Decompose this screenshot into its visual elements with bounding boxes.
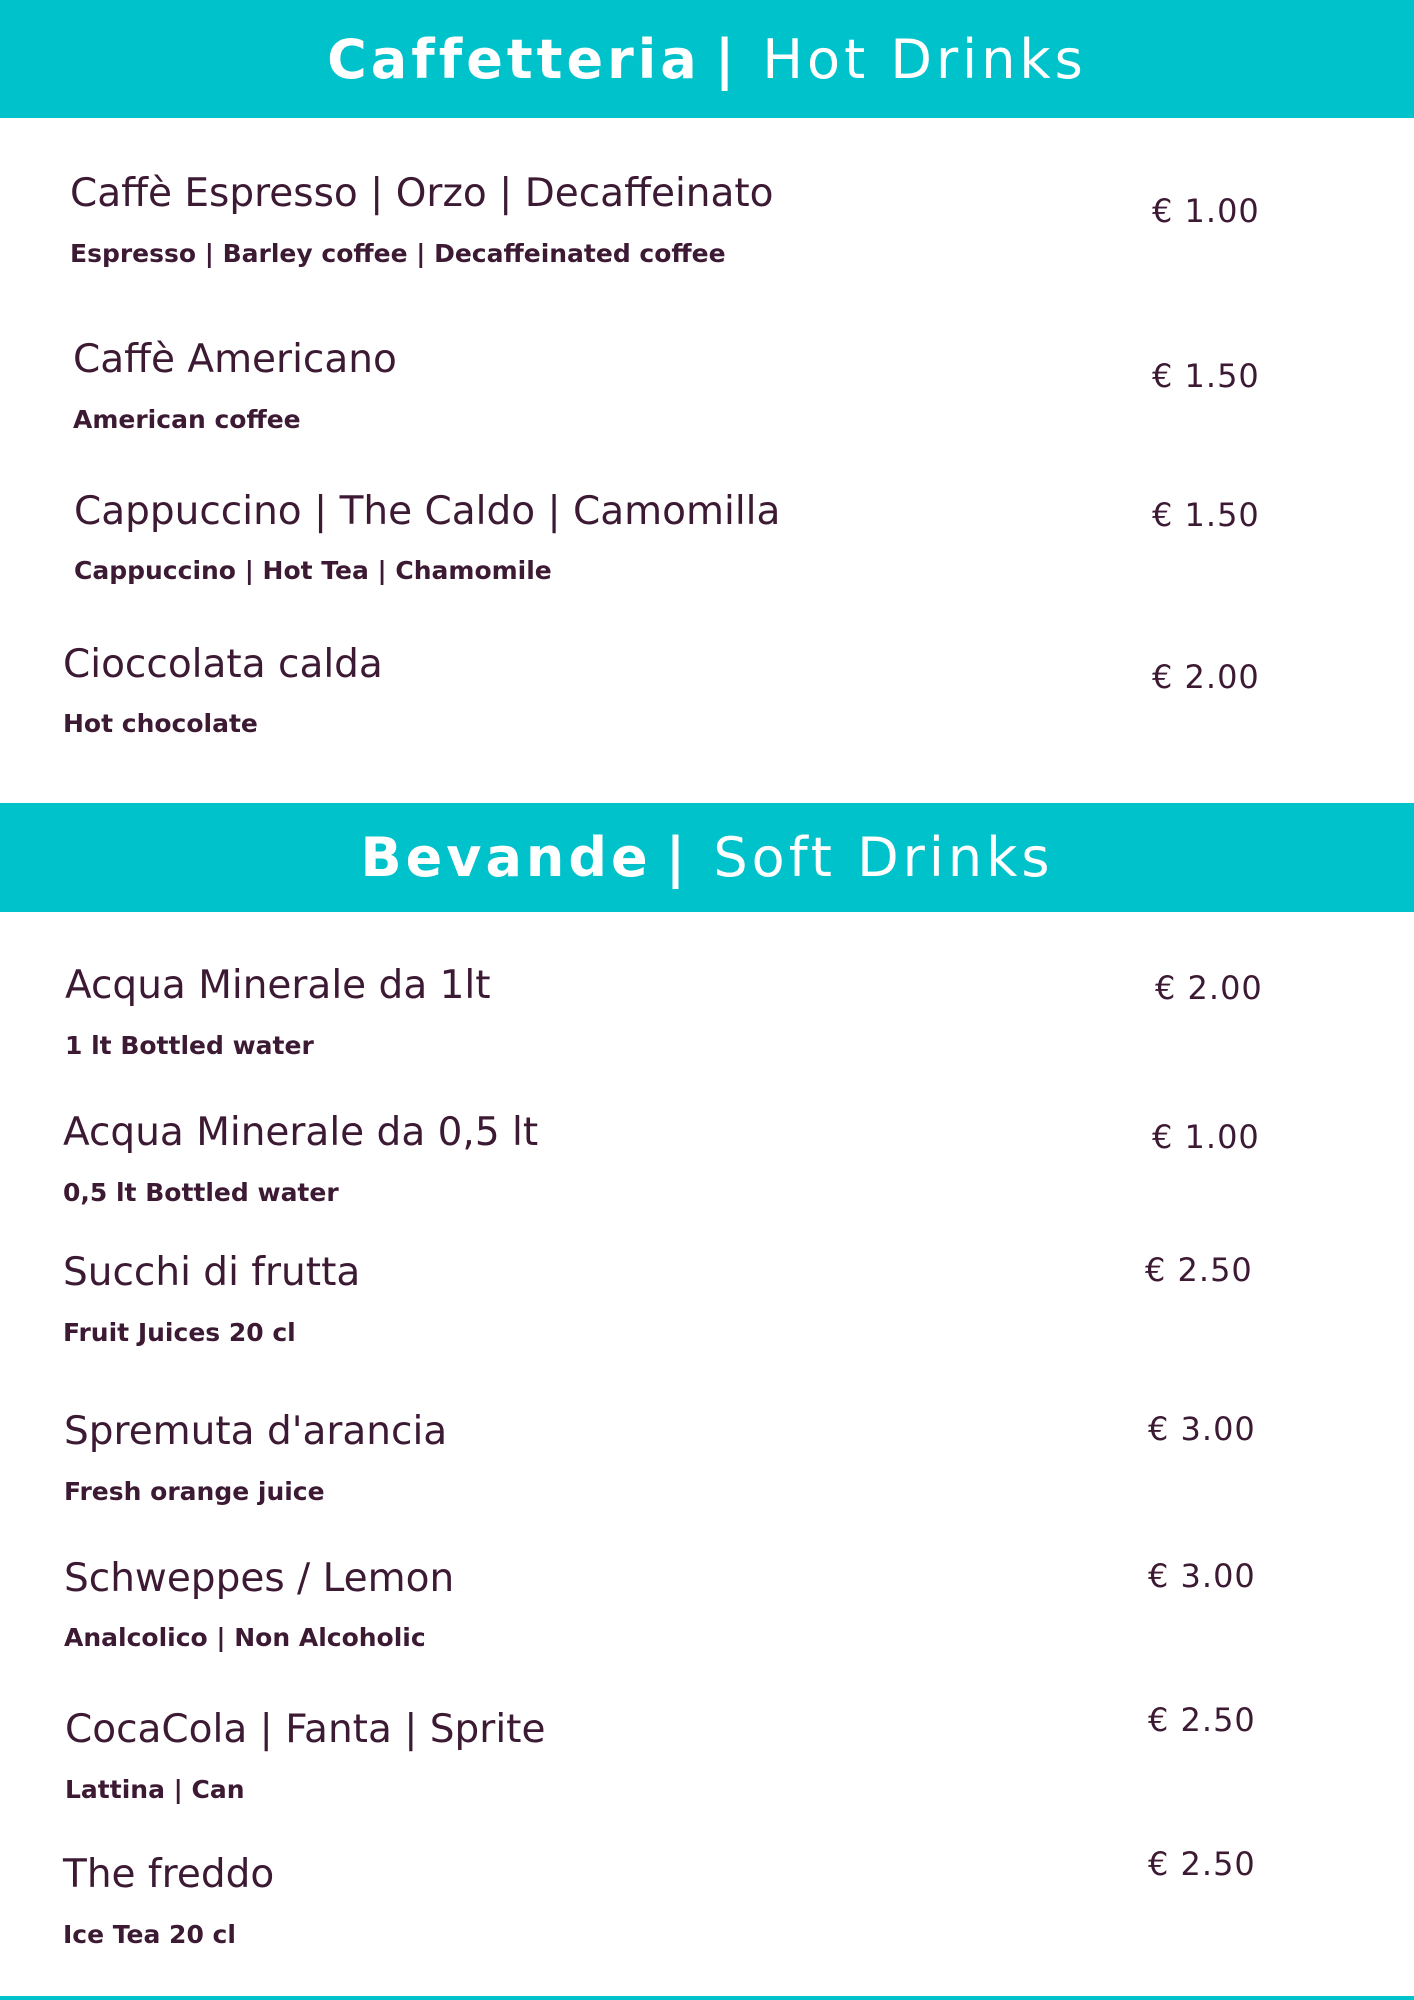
item-description: Espresso | Barley coffee | Decaffeinated coffee (70, 239, 726, 268)
item-name: Cappuccino | The Caldo | Camomilla (74, 489, 781, 534)
bottom-divider (0, 1996, 1414, 2000)
item-price: € 1.00 (1152, 192, 1260, 230)
item-name: Caffè Espresso | Orzo | Decaffeinato (70, 171, 774, 216)
item-name: CocaCola | Fanta | Sprite (65, 1707, 546, 1752)
item-name: The freddo (63, 1852, 275, 1897)
item-price: € 2.50 (1145, 1251, 1253, 1289)
item-name: Succhi di frutta (63, 1250, 361, 1295)
item-description: Cappuccino | Hot Tea | Chamomile (74, 556, 552, 585)
item-price: € 1.50 (1152, 357, 1260, 395)
item-name: Acqua Minerale da 1lt (65, 963, 491, 1008)
item-description: 1 lt Bottled water (65, 1031, 314, 1060)
item-price: € 2.50 (1148, 1701, 1256, 1739)
item-description: American coffee (73, 405, 301, 434)
soft-drinks-title-italian: Bevande (360, 826, 652, 889)
item-name: Caffè Americano (73, 337, 397, 382)
soft-drinks-title-english: Soft Drinks (713, 826, 1054, 889)
item-description: 0,5 lt Bottled water (63, 1178, 339, 1207)
item-price: € 2.50 (1148, 1845, 1256, 1883)
item-price: € 1.00 (1152, 1118, 1260, 1156)
item-description: Lattina | Can (65, 1775, 245, 1804)
item-price: € 3.00 (1148, 1557, 1256, 1595)
item-description: Hot chocolate (63, 709, 258, 738)
soft-drinks-header (0, 803, 1414, 912)
hot-drinks-title-italian: Caffetteria (327, 27, 701, 91)
item-name: Cioccolata calda (63, 642, 383, 687)
item-description: Fresh orange juice (64, 1477, 325, 1506)
hot-drinks-title-separator: | (714, 27, 739, 91)
item-name: Spremuta d'arancia (64, 1409, 448, 1454)
hot-drinks-title-english: Hot Drinks (762, 27, 1087, 91)
item-price: € 2.00 (1155, 969, 1263, 1007)
hot-drinks-header (0, 0, 1414, 118)
item-price: € 3.00 (1148, 1410, 1256, 1448)
item-description: Ice Tea 20 cl (63, 1920, 236, 1949)
item-name: Schweppes / Lemon (64, 1556, 455, 1601)
item-price: € 1.50 (1152, 496, 1260, 534)
item-price: € 2.00 (1152, 658, 1260, 696)
item-description: Analcolico | Non Alcoholic (64, 1623, 426, 1652)
item-name: Acqua Minerale da 0,5 lt (63, 1110, 539, 1155)
soft-drinks-title-separator: | (665, 826, 690, 889)
item-description: Fruit Juices 20 cl (63, 1318, 296, 1347)
